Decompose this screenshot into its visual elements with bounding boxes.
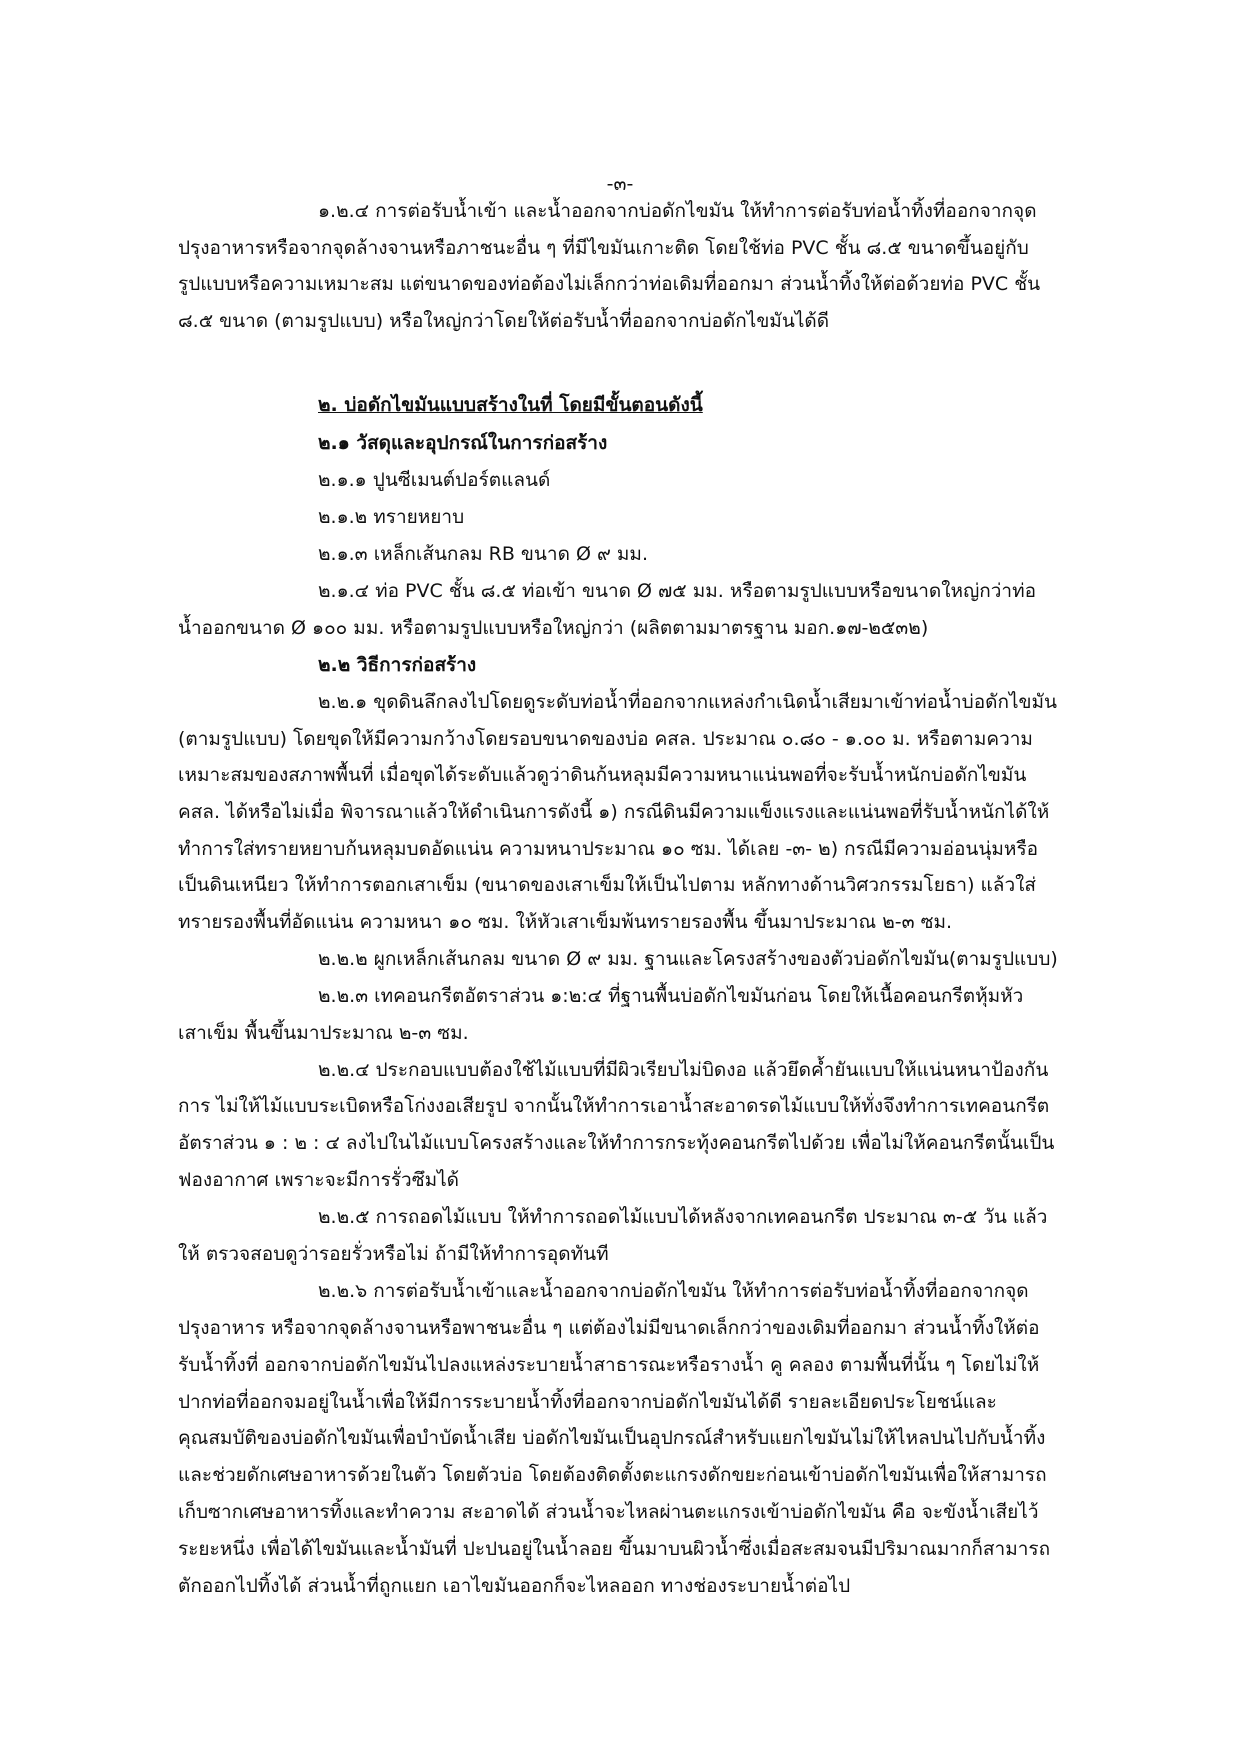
paragraph-line: ๒.๒.๔ ประกอบแบบต้องใช้ไม้แบบที่มีผิวเรียบไม่บิดงอ แล้วยึดค้ำยันแบบให้แน่นหนาป้องกัน (318, 1059, 1049, 1081)
paragraph-line: คสล. ได้หรือไม่เมื่อ พิจารณาแล้วให้ดำเนินการดังนี้ ๑) กรณีดินมีความแข็งแรงและแน่นพอที่รับน้ำหนักได้ให้ (178, 801, 1050, 823)
paragraph-line: ๒.๒.๖ การต่อรับน้ำเข้าและน้ำออกจากบ่อดักไขมัน ให้ทำการต่อรับท่อน้ำทิ้งที่ออกจากจุด (318, 1280, 1029, 1302)
section-heading: ๒. บ่อดักไขมันแบบสร้างในที่ โดยมีขั้นตอนดังนี้ (318, 394, 703, 416)
paragraph-line: ให้ ตรวจสอบดูว่ารอยรั่วหรือไม่ ถ้ามีให้ทำการอุดทันที (178, 1243, 609, 1265)
paragraph-line: ๒.๒.๒ ผูกเหล็กเส้นกลม ขนาด Ø ๙ มม. ฐานและโครงสร้างของตัวบ่อดักไขมัน(ตามรูปแบบ) (318, 948, 1058, 970)
paragraph-line: ๘.๕ ขนาด (ตามรูปแบบ) หรือใหญ่กว่าโดยให้ต่อรับน้ำที่ออกจากบ่อดักไขมันได้ดี (178, 310, 830, 332)
paragraph-line: ปรุงอาหารหรือจากจุดล้างจานหรือภาชนะอื่น ๆ ที่มีไขมันเกาะติด โดยใช้ท่อ PVC ชั้น ๘.๕ ขนาดขึ้นอยู่กับ (178, 237, 1029, 259)
paragraph-line: ระยะหนึ่ง เพื่อได้ไขมันและน้ำมันที่ ปะปนอยู่ในน้ำลอย ขึ้นมาบนผิวน้ำซึ่งเมื่อสะสมจนมีปริมาณมากก็สามารถ (178, 1538, 1051, 1560)
list-item: ๒.๑.๑ ปูนซีเมนต์ปอร์ตแลนด์ (318, 469, 551, 491)
paragraph-line: ๑.๒.๔ การต่อรับน้ำเข้า และน้ำออกจากบ่อดักไขมัน ให้ทำการต่อรับท่อน้ำทิ้งที่ออกจากจุด (318, 200, 1037, 222)
paragraph-line: ตักออกไปทิ้งได้ ส่วนน้ำที่ถูกแยก เอาไขมันออกก็จะไหลออก ทางช่องระบายน้ำต่อไป (178, 1575, 851, 1597)
paragraph-line: ๒.๒.๑ ขุดดินลึกลงไปโดยดูระดับท่อน้ำที่ออกจากแหล่งกำเนิดน้ำเสียมาเข้าท่อน้ำบ่อดักไขมัน (318, 691, 1058, 713)
list-item: ๒.๑.๔ ท่อ PVC ชั้น ๘.๕ ท่อเข้า ขนาด Ø ๗๕ มม. หรือตามรูปแบบหรือขนาดใหญ่กว่าท่อ (318, 580, 1037, 602)
paragraph-line: เก็บซากเศษอาหารทิ้งและทำความ สะอาดได้ ส่วนน้ำจะไหลผ่านตะแกรงเข้าบ่อดักไขมัน คือ จะขังน้ำเสียไว้ (178, 1501, 1039, 1523)
paragraph-line: รูปแบบหรือความเหมาะสม แต่ขนาดของท่อต้องไม่เล็กกว่าท่อเดิมที่ออกมา ส่วนน้ำทิ้งให้ต่อด้วยท่อ PVC ชั้น (178, 273, 1041, 295)
paragraph-line: เป็นดินเหนียว ให้ทำการตอกเสาเข็ม (ขนาดของเสาเข็มให้เป็นไปตาม หลักทางด้านวิศวกรรมโยธา) แล้วใส่ (178, 874, 1036, 896)
subsection-heading: ๒.๑ วัสดุและอุปกรณ์ในการก่อสร้าง (318, 432, 608, 454)
list-item: น้ำออกขนาด Ø ๑๐๐ มม. หรือตามรูปแบบหรือใหญ่กว่า (ผลิตตามมาตรฐาน มอก.๑๗-๒๕๓๒) (178, 617, 929, 639)
subsection-heading: ๒.๒ วิธีการก่อสร้าง (318, 654, 477, 676)
paragraph-line: รับน้ำทิ้งที่ ออกจากบ่อดักไขมันไปลงแหล่งระบายน้ำสาธารณะหรือรางน้ำ คู คลอง ตามพื้นที่นั้น ๆ โดยไม่ให้ (178, 1354, 1040, 1376)
paragraph-line: (ตามรูปแบบ) โดยขุดให้มีความกว้างโดยรอบขนาดของบ่อ คสล. ประมาณ ๐.๘๐ - ๑.๐๐ ม. หรือตามความ (178, 728, 1033, 750)
paragraph-line: คุณสมบัติของบ่อดักไขมันเพื่อบำบัดน้ำเสีย บ่อดักไขมันเป็นอุปกรณ์สำหรับแยกไขมันไม่ให้ไหลปนไปกับน้ำทิ้ง (178, 1427, 1046, 1449)
paragraph-line: ฟองอากาศ เพราะจะมีการรั่วซึมได้ (178, 1169, 460, 1191)
paragraph-line: ทำการใส่ทรายหยาบก้นหลุมบดอัดแน่น ความหนาประมาณ ๑๐ ซม. ได้เลย -๓- ๒) กรณีมีความอ่อนนุ่มหรือ (178, 838, 1039, 860)
paragraph-line: ปรุงอาหาร หรือจากจุดล้างจานหรือพาชนะอื่น ๆ แต่ต้องไม่มีขนาดเล็กกว่าของเดิมที่ออกมา ส่วนน้ำทิ้งให้ต่อ (178, 1317, 1040, 1339)
paragraph-line: ทรายรองพื้นที่อัดแน่น ความหนา ๑๐ ซม. ให้หัวเสาเข็มพ้นทรายรองพื้น ขึ้นมาประมาณ ๒-๓ ซม. (178, 911, 953, 933)
paragraph-line: เหมาะสมของสภาพพื้นที่ เมื่อขุดได้ระดับแล้วดูว่าดินก้นหลุมมีความหนาแน่นพอที่จะรับน้ำหนักบ่อดักไขมัน (178, 764, 1027, 786)
page-number: -๓- (606, 173, 634, 195)
list-item: ๒.๑.๒ ทรายหยาบ (318, 506, 465, 528)
paragraph-line: ๒.๒.๓ เทคอนกรีตอัตราส่วน ๑:๒:๔ ที่ฐานพื้นบ่อดักไขมันก่อน โดยให้เนื้อคอนกรีตหุ้มหัว (318, 985, 1024, 1007)
paragraph-line: อัตราส่วน ๑ : ๒ : ๔ ลงไปในไม้แบบโครงสร้างและให้ทำการกระทุ้งคอนกรีตไปด้วย เพื่อไม่ให้คอนกรีตนั้นเป็น (178, 1132, 1055, 1154)
paragraph-line: เสาเข็ม พื้นขึ้นมาประมาณ ๒-๓ ซม. (178, 1022, 469, 1044)
list-item: ๒.๑.๓ เหล็กเส้นกลม RB ขนาด Ø ๙ มม. (318, 543, 648, 565)
paragraph-line: และช่วยดักเศษอาหารด้วยในตัว โดยตัวบ่อ โดยต้องติดตั้งตะแกรงดักขยะก่อนเข้าบ่อดักไขมันเพื่อให้สามารถ (178, 1464, 1047, 1486)
paragraph-line: ปากท่อที่ออกจมอยู่ในน้ำเพื่อให้มีการระบายน้ำทิ้งที่ออกจากบ่อดักไขมันได้ดี รายละเอียดประโยชน์และ (178, 1391, 997, 1413)
paragraph-line: การ ไม่ให้ไม้แบบระเบิดหรือโก่งงอเสียรูป จากนั้นให้ทำการเอาน้ำสะอาดรดไม้แบบให้ทั่งจึงทำการเทคอนกรีต (178, 1095, 1050, 1117)
paragraph-line: ๒.๒.๕ การถอดไม้แบบ ให้ทำการถอดไม้แบบได้หลังจากเทคอนกรีต ประมาณ ๓-๕ วัน แล้ว (318, 1206, 1048, 1228)
